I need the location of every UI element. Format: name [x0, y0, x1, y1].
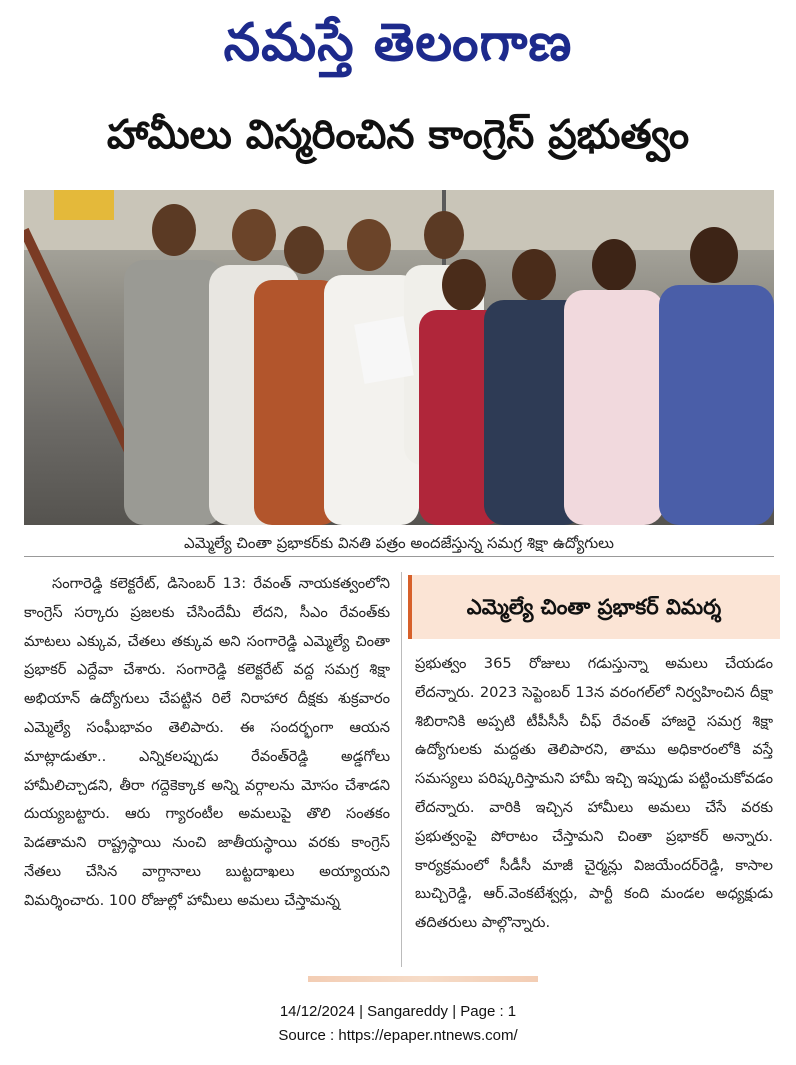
edition-info: 14/12/2024 | Sangareddy | Page : 1 [279, 1003, 517, 1020]
newspaper-masthead: నమస్తే తెలంగాణ [223, 12, 573, 73]
news-photo [24, 190, 774, 525]
caption-divider [24, 556, 774, 557]
article-right-column: ప్రభుత్వం 365 రోజులు గడుస్తున్నా అమలు చేయడం లేదన్నారు. 2023 సెప్టెంబర్ 13న వరంగల్‌లో నిర్వహించిన దీక్షా శిబిరానికి అప్పటి టీపీసీసీ చీఫ్ రేవంత్ హాజరై సమగ్ర శిక్షా ఉద్యోగులకు మద్దతు తెలిపారని, తాము అధికారంలోకి వస్తే సమస్యలు పరిష్కరిస్తామని హామీ ఇచ్చి ఇప్పుడు పట్టించుకోవడం లేదన్నారు. వారికి ఇచ్చిన హామీలు అమలు చేసే వరకు ప్రభుత్వంపై పోరాటం చేస్తామని చింతా ప్రభాకర్ అన్నారు. కార్యక్రమంలో సీడీసీ మాజీ చైర్మన్లు విజయేందర్‌రెడ్డి, కాసాల బుచ్చిరెడ్డి, ఆర్.వెంకటేశ్వర్లు, పార్టీ కంది మండల అధ్యక్షుడు తదితరులు పాల్గొన్నారు. [415, 655, 773, 932]
photo-caption-text: ఎమ్మెల్యే చింతా ప్రభాకర్‌కు వినతి పత్రం అందజేస్తున్న సమగ్ర శిక్షా ఉద్యోగులు [178, 534, 620, 552]
article-end-rule [308, 976, 538, 982]
source-link[interactable]: Source : https://epaper.ntnews.com/ [278, 1027, 518, 1044]
article-left-column: సంగారెడ్డి కలెక్టరేట్, డిసెంబర్ 13: రేవంత్ నాయకత్వంలోని కాంగ్రెస్ సర్కారు ప్రజలకు చేసిందేమీ లేదని, సీఎం రేవంత్‌కు మాటలు ఎక్కువ, చేతలు తక్కువ అని సంగారెడ్డి ఎమ్మెల్యే చింతా ప్రభాకర్ ఎద్దేవా చేశారు. సంగారెడ్డి కలెక్టరేట్ వద్ద సమగ్ర శిక్షా అభియాన్ ఉద్యోగులు చేపట్టిన రిలే నిరాహార దీక్షకు శుక్రవారం ఎమ్మెల్యే సంఘీభావం తెలిపారు. ఈ సందర్భంగా ఆయన మాట్లాడుతూ.. ఎన్నికలప్పుడు రేవంత్‌రెడ్డి అడ్డగోలు హామీలిచ్చాడని, తీరా గద్దెకెక్కాక అన్ని వర్గాలను మోసం చేశాడని దుయ్యబట్టారు. ఆరు గ్యారంటీల అమలుపై తొలి సంతకం పెడతామని రాష్ట్రస్థాయి నుంచి జాతీయస్థాయి వరకు కాంగ్రెస్ నేతలు చేసిన వాగ్దానాలు బుట్టదాఖలు అయ్యాయని విమర్శించారు. 100 రోజుల్లో హామీలు అమలు చేస్తామన్న [24, 575, 390, 909]
photo-caption [24, 530, 774, 556]
article-subheading: ఎమ్మెల్యే చింతా ప్రభాకర్ విమర్శ [466, 595, 722, 619]
article-headline: హామీలు విస్మరించిన కాంగ్రెస్ ప్రభుత్వం [106, 112, 690, 158]
column-divider [401, 572, 402, 967]
group-photo-illustration [24, 190, 774, 525]
